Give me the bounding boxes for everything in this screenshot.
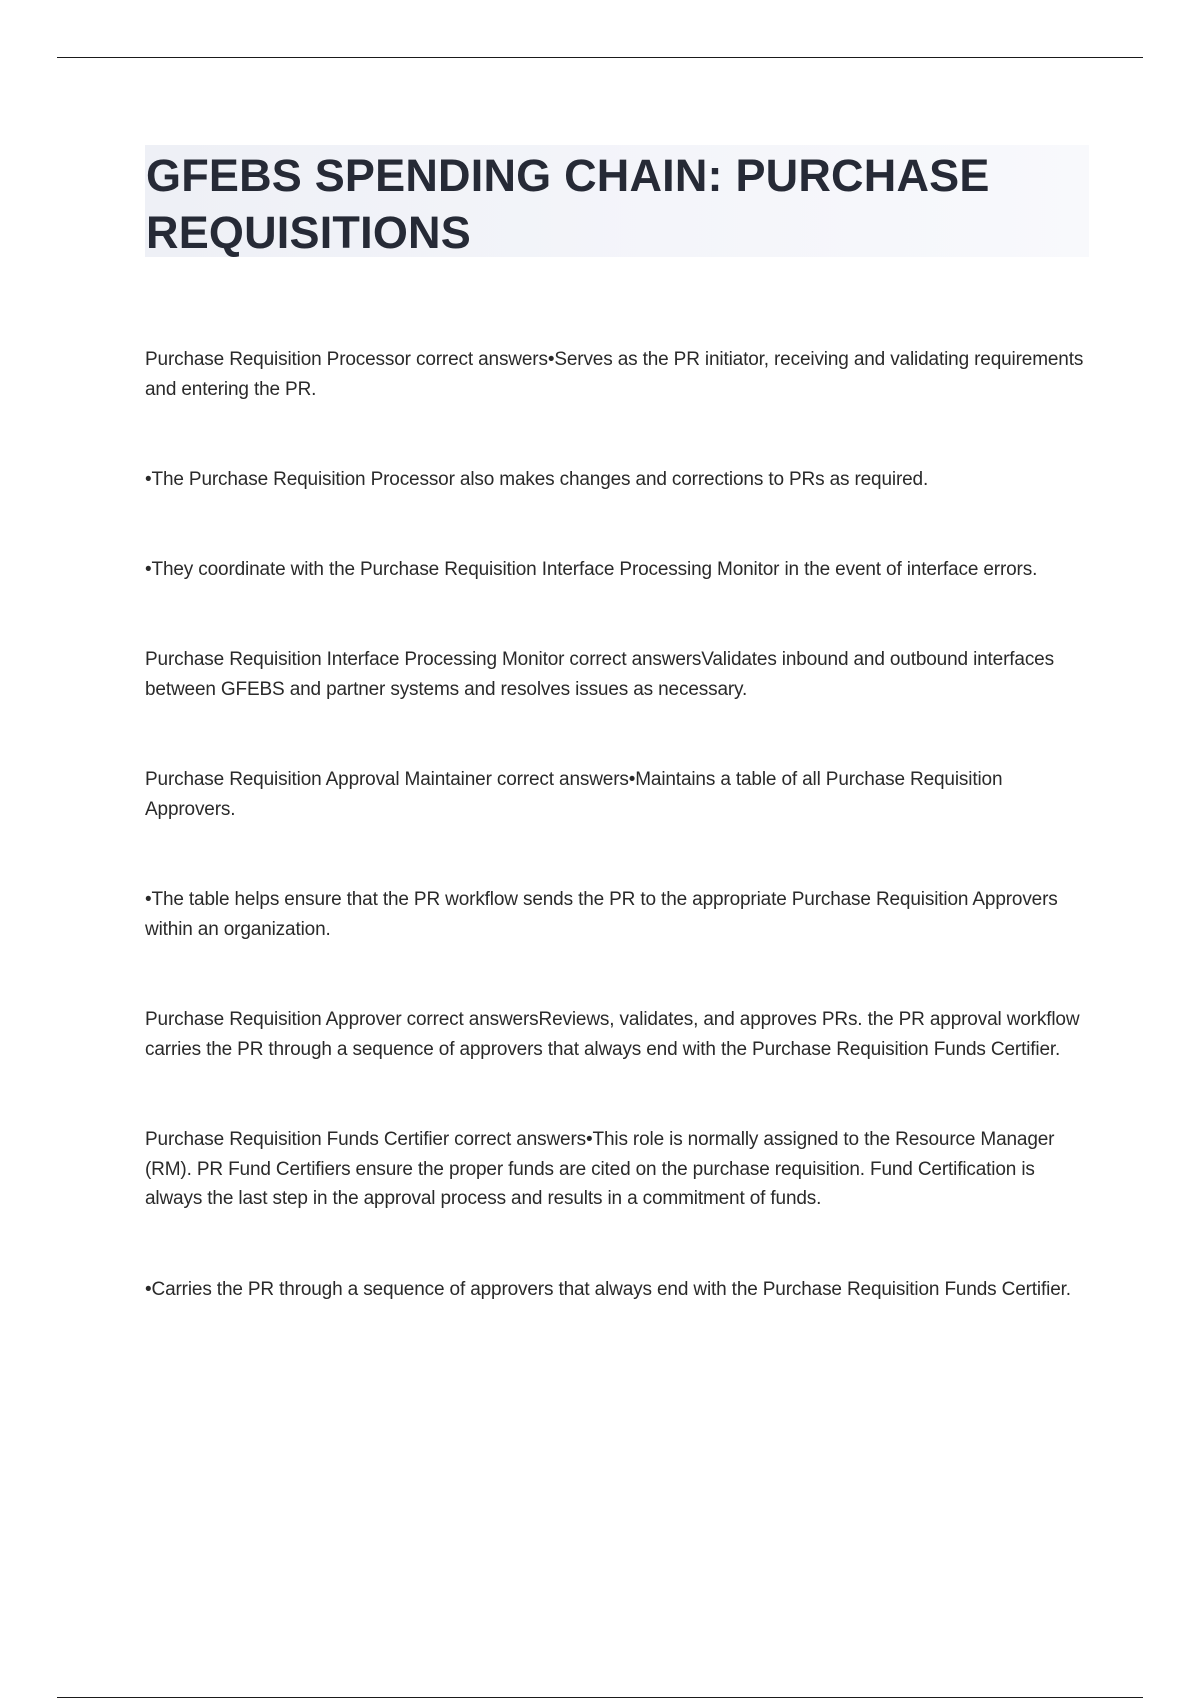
paragraph-approver-sequence: •Carries the PR through a sequence of approvers that always end with the Purchase Requisition Funds Certifier. [145,1278,1071,1300]
page-title-line-1: GFEBS SPENDING CHAIN: PURCHASE [146,150,990,201]
page-title-line-2: REQUISITIONS [146,207,471,258]
title-banner [145,145,1089,257]
paragraph-pr-processor-changes: •The Purchase Requisition Processor also makes changes and corrections to PRs as required. [145,469,929,490]
top-divider [57,57,1143,58]
paragraph-interface-monitor: Purchase Requisition Interface Processing Monitor correct answersValidates inbound and outbound interfaces between GFEBS and partner systems and resolves issues as necessary. [145,649,1054,700]
paragraph-pr-processor-coordinate: •They coordinate with the Purchase Requisition Interface Processing Monitor in the event of interface errors. [145,558,1038,580]
paragraph-pr-processor: Purchase Requisition Processor correct answers•Serves as the PR initiator, receiving and validating requirements and entering the PR. [145,349,1084,400]
bottom-divider [57,1697,1143,1698]
page-title [145,145,990,261]
paragraph-funds-certifier: Purchase Requisition Funds Certifier correct answers•This role is normally assigned to the Resource Manager (RM). PR Fund Certifiers ensure the proper funds are cited on the purchase requisition. Fund Certification is always the last step in the approval process and results in a commitment of funds. [145,1129,1055,1209]
paragraph-approval-table: •The table helps ensure that the PR workflow sends the PR to the appropriate Purchase Requisition Approvers within an organization. [145,889,1058,940]
document-body [145,345,1090,1304]
paragraph-approval-maintainer: Purchase Requisition Approval Maintainer correct answers•Maintains a table of all Purchase Requisition Approvers. [145,769,1003,820]
paragraph-pr-approver: Purchase Requisition Approver correct answersReviews, validates, and approves PRs. the PR approval workflow carries the PR through a sequence of approvers that always end with the Purchase Requisition Funds Certifier. [145,1009,1080,1060]
